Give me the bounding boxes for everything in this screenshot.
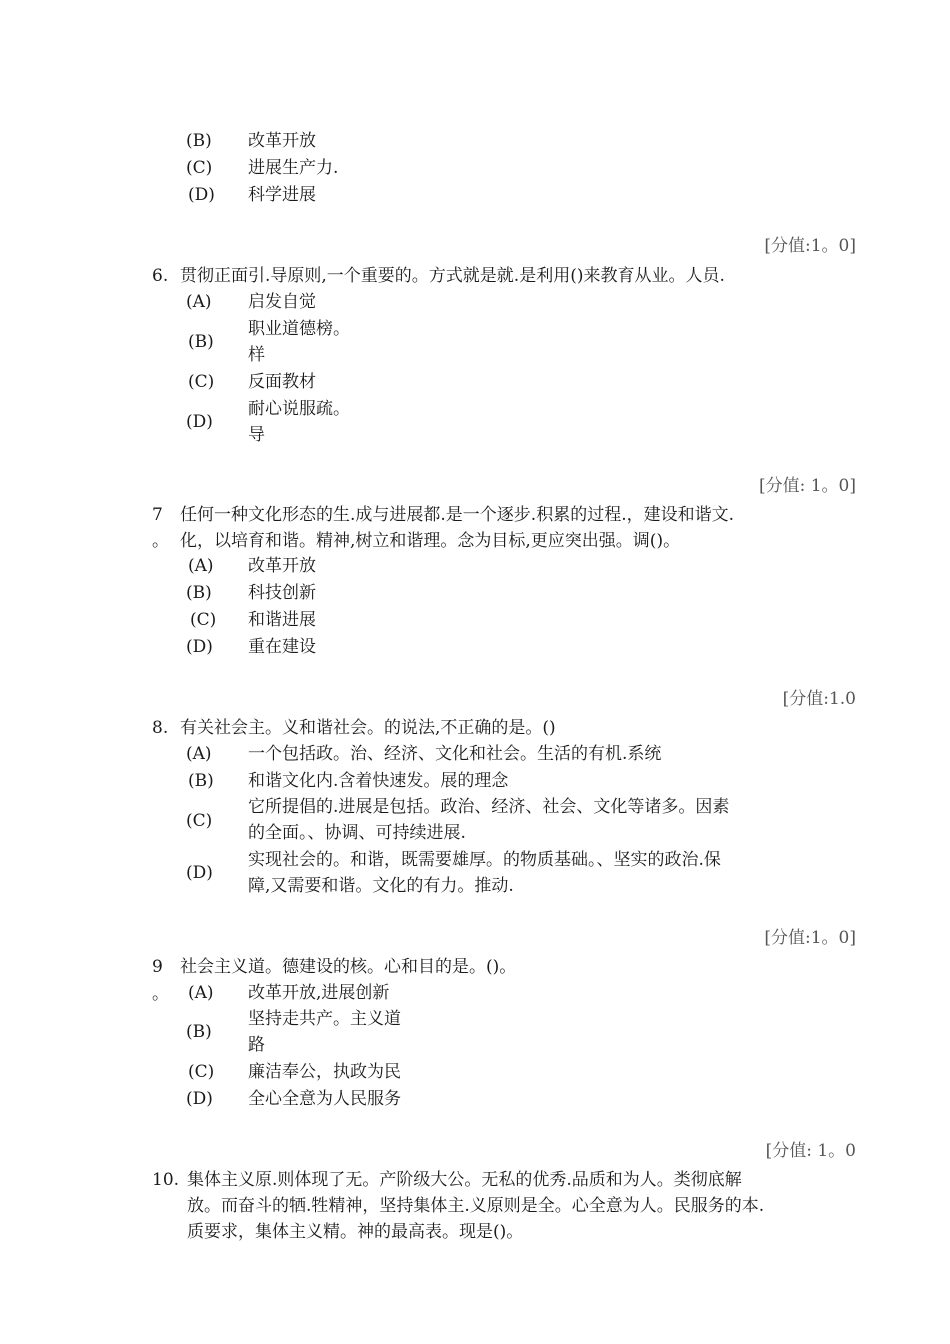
option-text: 科学进展 <box>248 185 316 205</box>
question-text: 任何一种文化形态的生.成与进展都.是一个逐步.积累的过程.，建设和谐文. <box>180 505 735 525</box>
question-prefix-mark: 。 <box>152 531 169 551</box>
option-text: 改革开放 <box>248 131 316 151</box>
question-text-continued: 质要求，集体主义精。神的最高表。现是()。 <box>187 1222 524 1242</box>
option-letter: (A) <box>188 556 214 576</box>
option-text: 改革开放 <box>248 556 316 576</box>
option-text: 它所提倡的.进展是包括。政治、经济、社会、文化等诸多。因素 <box>248 797 730 817</box>
option-letter: (C) <box>186 158 213 178</box>
option-text-continued: 导 <box>248 425 265 445</box>
option-letter: (C) <box>188 1062 215 1082</box>
option-letter: (A) <box>188 983 214 1003</box>
option-letter: (A) <box>186 292 212 312</box>
option-text: 重在建设 <box>248 637 316 657</box>
question-text: 有关社会主。义和谐社会。的说法,不正确的是。() <box>180 718 556 738</box>
option-letter: (A) <box>186 744 212 764</box>
option-letter: (D) <box>186 412 213 432</box>
option-letter: (B) <box>188 332 214 352</box>
option-text-continued: 路 <box>248 1035 265 1055</box>
option-text: 坚持走共产。主义道 <box>248 1009 401 1029</box>
score-label: [分值:1.0 <box>782 689 856 709</box>
score-label: [分值:1。0] <box>764 236 856 256</box>
question-text: 社会主义道。德建设的核。心和目的是。()。 <box>180 957 517 977</box>
option-text: 和谐进展 <box>248 610 316 630</box>
question-prefix-mark: 。 <box>152 984 169 1004</box>
score-label: [分值: 1。0] <box>758 476 856 496</box>
option-letter: (D) <box>186 1089 213 1109</box>
option-letter: (C) <box>188 372 215 392</box>
option-letter: (B) <box>186 583 212 603</box>
option-letter: (D) <box>186 637 213 657</box>
question-text: 贯彻正面引.导原则,一个重要的。方式就是就.是利用()来教育从业。人员. <box>180 266 725 286</box>
option-letter: (B) <box>186 1022 212 1042</box>
option-letter: (B) <box>186 131 212 151</box>
option-text: 全心全意为人民服务 <box>248 1089 401 1109</box>
question-number: 6. <box>152 266 169 286</box>
question-number: 9 <box>152 957 163 977</box>
option-letter: (C) <box>190 610 217 630</box>
option-text: 廉洁奉公，执政为民 <box>248 1062 401 1082</box>
question-text-continued: 化，以培育和谐。精神,树立和谐理。念为目标,更应突出强。调()。 <box>180 531 681 551</box>
option-text: 一个包括政。治、经济、文化和社会。生活的有机.系统 <box>248 744 662 764</box>
option-letter: (B) <box>188 771 214 791</box>
option-text: 和谐文化内.含着快速发。展的理念 <box>248 771 509 791</box>
option-text: 耐心说服疏。 <box>248 399 350 419</box>
option-text: 改革开放,进展创新 <box>248 983 390 1003</box>
score-label: [分值:1。0] <box>764 928 856 948</box>
option-text-continued: 样 <box>248 345 265 365</box>
question-number: 10. <box>152 1170 180 1190</box>
option-text: 反面教材 <box>248 372 316 392</box>
option-letter: (C) <box>186 811 213 831</box>
question-text-continued: 放。而奋斗的牺.牲精神，坚持集体主.义原则是全。心全意为人。民服务的本. <box>187 1196 765 1216</box>
option-text: 启发自觉 <box>248 292 316 312</box>
question-number: 8. <box>152 718 169 738</box>
option-text: 科技创新 <box>248 583 316 603</box>
option-text: 实现社会的。和谐，既需要雄厚。的物质基础。、坚实的政治.保 <box>248 850 721 870</box>
option-letter: (D) <box>188 185 215 205</box>
question-text: 集体主义原.则体现了无。产阶级大公。无私的优秀.品质和为人。类彻底解 <box>187 1170 742 1190</box>
option-letter: (D) <box>186 863 213 883</box>
score-label: [分值: 1。0 <box>765 1141 856 1161</box>
option-text-continued: 障,又需要和谐。文化的有力。推动. <box>248 876 514 896</box>
option-text-continued: 的全面。、协调、可持续进展. <box>248 823 466 843</box>
option-text: 进展生产力. <box>248 158 339 178</box>
option-text: 职业道德榜。 <box>248 319 350 339</box>
question-number: 7 <box>152 505 163 525</box>
